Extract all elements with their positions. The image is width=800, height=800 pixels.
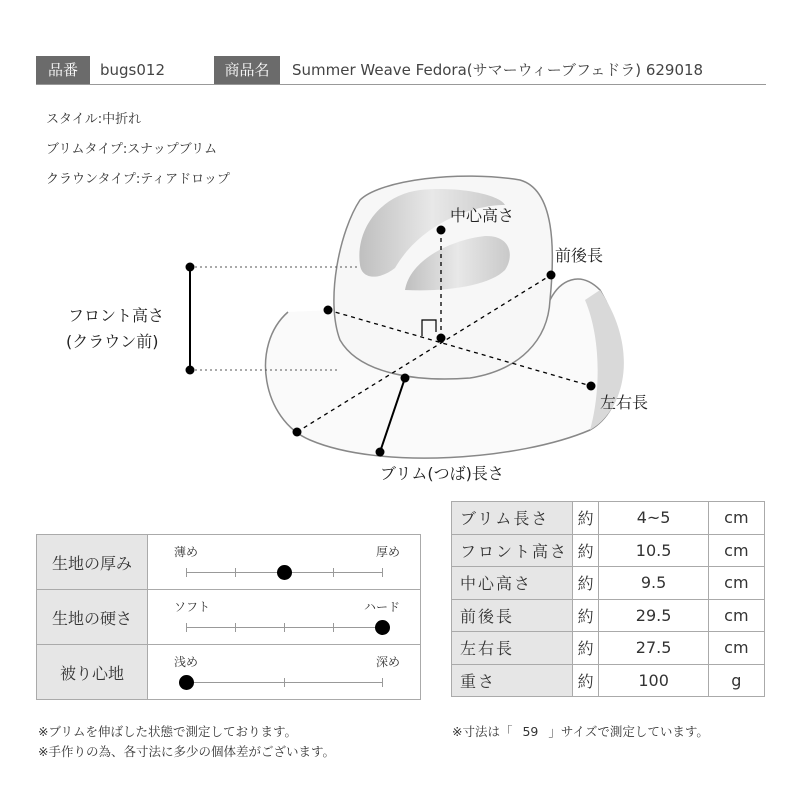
- scale-tick: [382, 568, 383, 577]
- quality-row: [37, 535, 421, 590]
- measurement-row: [452, 502, 765, 535]
- measurement-approx: 約: [572, 567, 599, 600]
- scale-tick: [235, 623, 236, 632]
- scale-level-dot: [179, 675, 194, 690]
- measurement-approx: 約: [572, 502, 599, 535]
- center-height-top-dot: [437, 226, 446, 235]
- front-height-sublabel: (クラウン前): [66, 332, 159, 351]
- measurement-label: 前後長: [452, 599, 573, 632]
- scale-tick: [333, 623, 334, 632]
- quality-scale: [148, 590, 420, 644]
- left-right-end-dot: [587, 382, 596, 391]
- quality-label: 生地の厚み: [37, 535, 148, 590]
- center-point-dot: [437, 334, 446, 343]
- measurement-label: 中心高さ: [452, 567, 573, 600]
- quality-row: [37, 645, 421, 700]
- brim-length-label: ブリム(つば)長さ: [380, 464, 504, 483]
- scale-right-label: ハード: [363, 600, 400, 614]
- measurement-unit: cm: [708, 502, 764, 535]
- quality-scale: [148, 535, 420, 589]
- measurement-value: 4~5: [599, 502, 708, 535]
- left-right-label: 左右長: [600, 393, 649, 412]
- measurement-label: ブリム長さ: [452, 502, 573, 535]
- scale-tick: [284, 623, 285, 632]
- scale-tick: [186, 568, 187, 577]
- scale-left-label: ソフト: [174, 600, 211, 614]
- measurement-row: [452, 567, 765, 600]
- measurement-row: [452, 599, 765, 632]
- quality-scale-cell: [148, 535, 421, 590]
- center-height-label: 中心高さ: [450, 206, 515, 225]
- measurement-unit: g: [708, 664, 764, 697]
- measurement-value: 29.5: [599, 599, 708, 632]
- front-back-start-dot: [293, 428, 302, 437]
- item-number-label: 品番: [36, 56, 90, 84]
- brim-top-dot: [401, 374, 410, 383]
- scale-tick: [284, 678, 285, 687]
- note-size-prefix: ※寸法は「: [452, 724, 513, 739]
- note-size-suffix: 」サイズで測定しています。: [548, 724, 709, 739]
- scale-right-label: 深め: [375, 655, 400, 669]
- item-number-value: bugs012: [100, 61, 165, 79]
- measurement-value: 100: [599, 664, 708, 697]
- spec-crown-type: クラウンタイプ:ティアドロップ: [46, 172, 230, 187]
- measurement-approx: 約: [572, 599, 599, 632]
- scale-left-label: 薄め: [174, 545, 199, 559]
- front-back-label: 前後長: [555, 246, 604, 265]
- scale-level-dot: [277, 565, 292, 580]
- measurement-unit: cm: [708, 632, 764, 665]
- front-height-label: フロント高さ: [68, 306, 165, 325]
- product-name-label: 商品名: [214, 56, 280, 84]
- scale-right-label: 厚め: [375, 545, 400, 559]
- measurement-approx: 約: [572, 664, 599, 697]
- note-brim-measure: ※ブリムを伸ばした状態で測定しております。: [38, 724, 297, 739]
- note-size: [452, 722, 709, 740]
- scale-tick: [382, 678, 383, 687]
- scale-tick: [333, 568, 334, 577]
- measurement-unit: cm: [708, 599, 764, 632]
- measurement-row: [452, 632, 765, 665]
- measurement-label: 重さ: [452, 664, 573, 697]
- measurement-approx: 約: [572, 632, 599, 665]
- measurement-unit: cm: [708, 567, 764, 600]
- spec-style: スタイル:中折れ: [46, 112, 142, 127]
- product-name-value: Summer Weave Fedora(サマーウィーブフェドラ) 629018: [292, 61, 704, 79]
- measurement-label: フロント高さ: [452, 534, 573, 567]
- front-height-bottom-dot: [186, 366, 195, 375]
- measurement-value: 9.5: [599, 567, 708, 600]
- front-back-end-dot: [547, 271, 556, 280]
- measurement-unit: cm: [708, 534, 764, 567]
- measurement-value: 27.5: [599, 632, 708, 665]
- quality-row: [37, 590, 421, 645]
- scale-left-label: 浅め: [174, 655, 199, 669]
- measurement-row: [452, 534, 765, 567]
- scale-tick: [235, 568, 236, 577]
- front-height-top-dot: [186, 263, 195, 272]
- brim-bottom-dot: [376, 448, 385, 457]
- quality-label: 生地の硬さ: [37, 590, 148, 645]
- measurement-approx: 約: [572, 534, 599, 567]
- quality-scale-cell: [148, 590, 421, 645]
- note-handmade: ※手作りの為、各寸法に多少の個体差がございます。: [38, 744, 335, 759]
- measurement-label: 左右長: [452, 632, 573, 665]
- note-size-value: 59: [522, 724, 539, 739]
- measurement-value: 10.5: [599, 534, 708, 567]
- quality-label: 被り心地: [37, 645, 148, 700]
- quality-scale-cell: [148, 645, 421, 700]
- scale-tick: [186, 623, 187, 632]
- measurement-table: [451, 501, 765, 697]
- fabric-quality-table: [36, 534, 421, 700]
- left-right-start-dot: [324, 306, 333, 315]
- measurement-row: [452, 664, 765, 697]
- scale-level-dot: [375, 620, 390, 635]
- quality-scale: [148, 645, 420, 699]
- spec-brim-type: ブリムタイプ:スナップブリム: [46, 142, 218, 157]
